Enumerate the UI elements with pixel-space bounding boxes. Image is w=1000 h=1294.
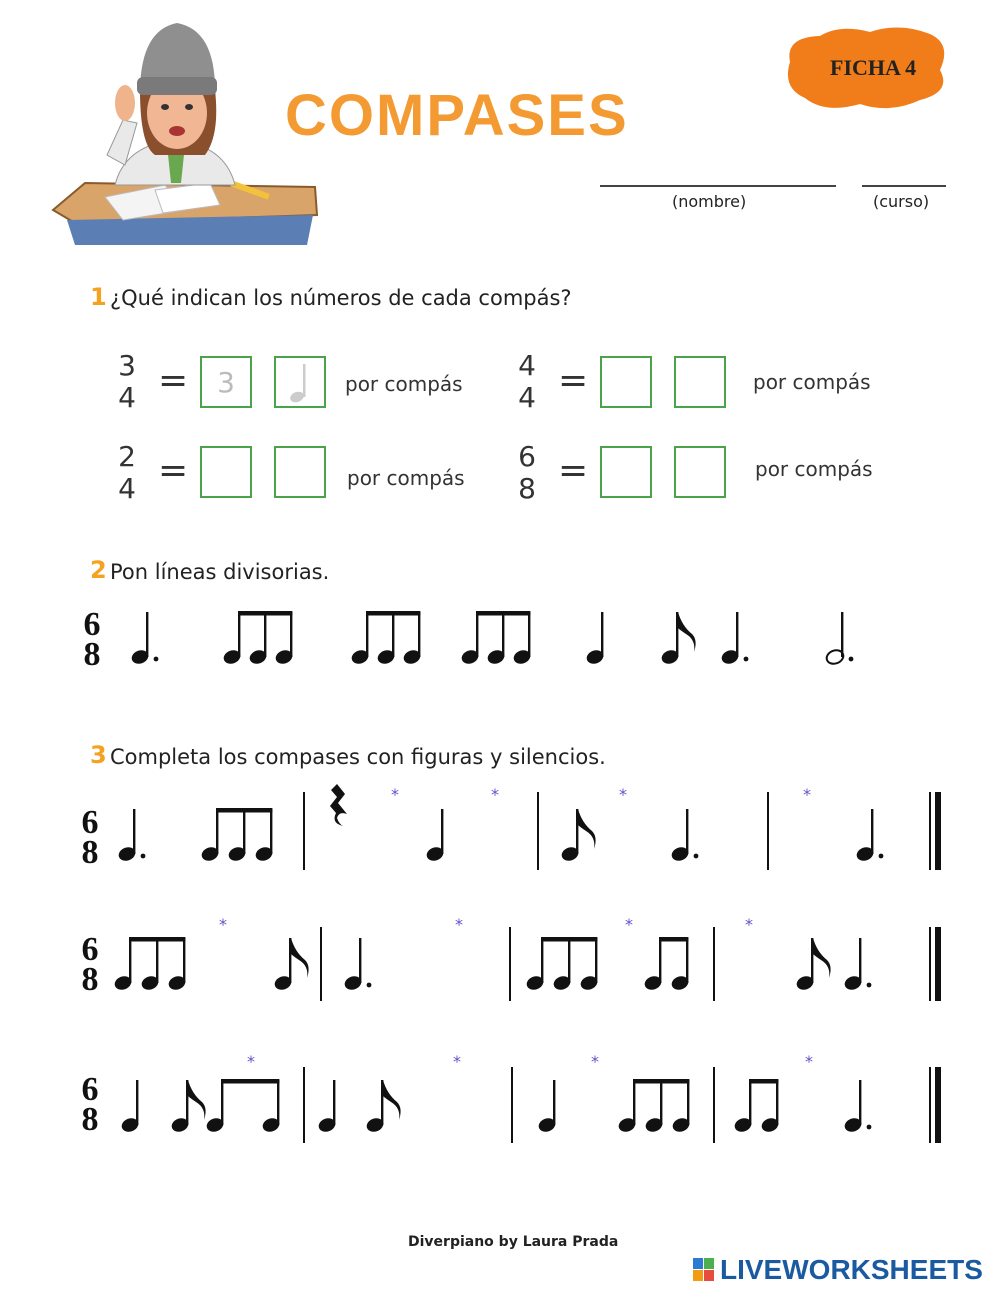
note-flag bbox=[678, 612, 696, 652]
note-beam bbox=[216, 808, 272, 813]
time-signature-bottom: 8 bbox=[83, 636, 101, 673]
note-stem bbox=[333, 1080, 335, 1125]
note-beam bbox=[541, 937, 597, 942]
course-line[interactable] bbox=[862, 185, 946, 187]
fraction-top: 3 bbox=[118, 349, 136, 382]
note-flag bbox=[813, 938, 831, 978]
note-stem bbox=[270, 809, 272, 854]
note-stem bbox=[243, 809, 245, 854]
note-stem bbox=[601, 612, 603, 657]
barline bbox=[767, 792, 769, 870]
note-stem bbox=[502, 612, 504, 657]
fraction-bottom: 4 bbox=[118, 381, 136, 414]
question-1-text: ¿Qué indican los números de cada compás? bbox=[110, 286, 572, 310]
note-stem bbox=[553, 1080, 555, 1125]
note-beam bbox=[476, 611, 530, 616]
answer-box-number[interactable] bbox=[600, 446, 652, 498]
note-stem bbox=[871, 809, 873, 854]
completion-marker: * bbox=[805, 1052, 813, 1071]
final-barline-thin bbox=[929, 927, 931, 1001]
note-stem bbox=[277, 1080, 279, 1125]
barline bbox=[303, 792, 305, 870]
question-3-text: Completa los compases con figuras y silencios. bbox=[110, 745, 606, 769]
note-flag bbox=[383, 1080, 401, 1120]
note-dot bbox=[367, 983, 372, 988]
answer-box-figure[interactable] bbox=[674, 356, 726, 408]
quarter-note-hint-icon bbox=[276, 358, 324, 406]
completion-marker: * bbox=[247, 1052, 255, 1071]
answer-box-figure[interactable] bbox=[674, 446, 726, 498]
barline bbox=[320, 927, 322, 1001]
final-barline-thick bbox=[935, 927, 941, 1001]
equals-sign: = bbox=[558, 450, 589, 491]
note-stem bbox=[686, 809, 688, 854]
note-flag bbox=[578, 809, 596, 849]
completion-marker: * bbox=[491, 785, 499, 804]
completion-marker: * bbox=[745, 915, 753, 934]
note-stem bbox=[687, 1080, 689, 1125]
note-dot bbox=[867, 1125, 872, 1130]
fraction-bottom: 4 bbox=[118, 472, 136, 505]
time-signature-bottom: 8 bbox=[81, 1101, 99, 1138]
note-beam bbox=[366, 611, 420, 616]
note-stem bbox=[441, 809, 443, 854]
note-stem bbox=[129, 938, 131, 983]
fraction-top: 4 bbox=[518, 349, 536, 382]
hint-number: 3 bbox=[217, 365, 235, 399]
note-beam bbox=[749, 1079, 778, 1084]
barline bbox=[713, 927, 715, 1001]
note-stem bbox=[136, 1080, 138, 1125]
note-flag bbox=[291, 938, 309, 978]
rhythm-row-3[interactable] bbox=[105, 1045, 955, 1155]
time-signature-bottom: 8 bbox=[81, 961, 99, 998]
per-measure-label: por compás bbox=[347, 466, 465, 490]
completion-marker: * bbox=[391, 785, 399, 804]
course-label: (curso) bbox=[873, 192, 930, 211]
final-barline-thick bbox=[935, 1067, 941, 1143]
time-signature-top: 6 bbox=[81, 931, 99, 968]
note-beam bbox=[238, 611, 292, 616]
answer-box-number[interactable] bbox=[200, 356, 252, 408]
note-beam bbox=[633, 1079, 689, 1084]
rhythm-row-1[interactable] bbox=[105, 770, 955, 880]
note-stem bbox=[686, 938, 688, 983]
note-dot bbox=[744, 657, 749, 662]
time-signature-top: 6 bbox=[81, 804, 99, 841]
quarter-rest bbox=[330, 784, 347, 826]
note-stem bbox=[595, 938, 597, 983]
note-stem bbox=[749, 1080, 751, 1125]
answer-box-figure[interactable] bbox=[274, 446, 326, 498]
per-measure-label: por compás bbox=[345, 372, 463, 396]
note-stem bbox=[392, 612, 394, 657]
note-stem bbox=[183, 938, 185, 983]
note-beam bbox=[659, 937, 688, 942]
note-stem bbox=[859, 938, 861, 983]
note-stem bbox=[264, 612, 266, 657]
note-dot bbox=[849, 657, 854, 662]
note-stem bbox=[841, 612, 843, 657]
note-dot bbox=[154, 657, 159, 662]
note-dot bbox=[867, 983, 872, 988]
note-dot bbox=[879, 854, 884, 859]
note-stem bbox=[238, 612, 240, 657]
fraction-top: 2 bbox=[118, 440, 136, 473]
completion-marker: * bbox=[453, 1052, 461, 1071]
note-dot bbox=[141, 854, 146, 859]
completion-marker: * bbox=[455, 915, 463, 934]
worksheet-title: COMPASES bbox=[285, 83, 629, 148]
note-stem bbox=[660, 1080, 662, 1125]
time-signature-top: 6 bbox=[83, 606, 101, 643]
fraction-bottom: 8 bbox=[518, 472, 536, 505]
note-stem bbox=[216, 809, 218, 854]
name-label: (nombre) bbox=[672, 192, 747, 211]
final-barline-thin bbox=[929, 1067, 931, 1143]
liveworksheets-brand: LIVEWORKSHEETS bbox=[720, 1254, 983, 1285]
answer-box-number[interactable] bbox=[600, 356, 652, 408]
note-stem bbox=[366, 612, 368, 657]
note-beam bbox=[129, 937, 185, 942]
barline bbox=[303, 1067, 305, 1143]
completion-marker: * bbox=[625, 915, 633, 934]
fraction-top: 6 bbox=[518, 440, 536, 473]
note-stem bbox=[359, 938, 361, 983]
answer-box-figure[interactable] bbox=[274, 356, 326, 408]
equals-sign: = bbox=[158, 360, 189, 401]
final-barline-thick bbox=[935, 792, 941, 870]
time-signature-top: 6 bbox=[81, 1071, 99, 1108]
note-stem bbox=[476, 612, 478, 657]
note-dot bbox=[694, 854, 699, 859]
name-line[interactable] bbox=[600, 185, 836, 187]
fraction-bottom: 4 bbox=[518, 381, 536, 414]
question-2-text: Pon líneas divisorias. bbox=[110, 560, 330, 584]
note-stem bbox=[418, 612, 420, 657]
liveworksheets-logo-icon bbox=[693, 1258, 715, 1282]
note-stem bbox=[633, 1080, 635, 1125]
avatar-illustration bbox=[45, 15, 325, 247]
question-3-number: 3 bbox=[90, 741, 107, 769]
note-beam bbox=[221, 1079, 279, 1084]
barline bbox=[713, 1067, 715, 1143]
credit-text: Diverpiano by Laura Prada bbox=[408, 1234, 619, 1250]
note-stem bbox=[659, 938, 661, 983]
answer-box-number[interactable] bbox=[200, 446, 252, 498]
note-stem bbox=[156, 938, 158, 983]
completion-marker: * bbox=[219, 915, 227, 934]
question-2-number: 2 bbox=[90, 556, 107, 584]
note-stem bbox=[133, 809, 135, 854]
note-stem bbox=[528, 612, 530, 657]
completion-marker: * bbox=[803, 785, 811, 804]
ficha-badge-label: FICHA 4 bbox=[830, 55, 917, 80]
note-stem bbox=[290, 612, 292, 657]
note-stem bbox=[221, 1080, 223, 1125]
rhythm-row-2[interactable] bbox=[105, 905, 955, 1015]
equals-sign: = bbox=[158, 450, 189, 491]
barline bbox=[511, 1067, 513, 1143]
question-1-number: 1 bbox=[90, 283, 107, 311]
completion-marker: * bbox=[591, 1052, 599, 1071]
note-stem bbox=[736, 612, 738, 657]
rhythm-line-notation[interactable] bbox=[110, 595, 890, 685]
completion-marker: * bbox=[619, 785, 627, 804]
note-stem bbox=[541, 938, 543, 983]
note-stem bbox=[859, 1080, 861, 1125]
equals-sign: = bbox=[558, 360, 589, 401]
time-signature-bottom: 8 bbox=[81, 834, 99, 871]
note-stem bbox=[146, 612, 148, 657]
note-flag bbox=[188, 1080, 206, 1120]
final-barline-thin bbox=[929, 792, 931, 870]
note-stem bbox=[776, 1080, 778, 1125]
per-measure-label: por compás bbox=[755, 457, 873, 481]
per-measure-label: por compás bbox=[753, 370, 871, 394]
note-stem bbox=[568, 938, 570, 983]
barline bbox=[509, 927, 511, 1001]
barline bbox=[537, 792, 539, 870]
